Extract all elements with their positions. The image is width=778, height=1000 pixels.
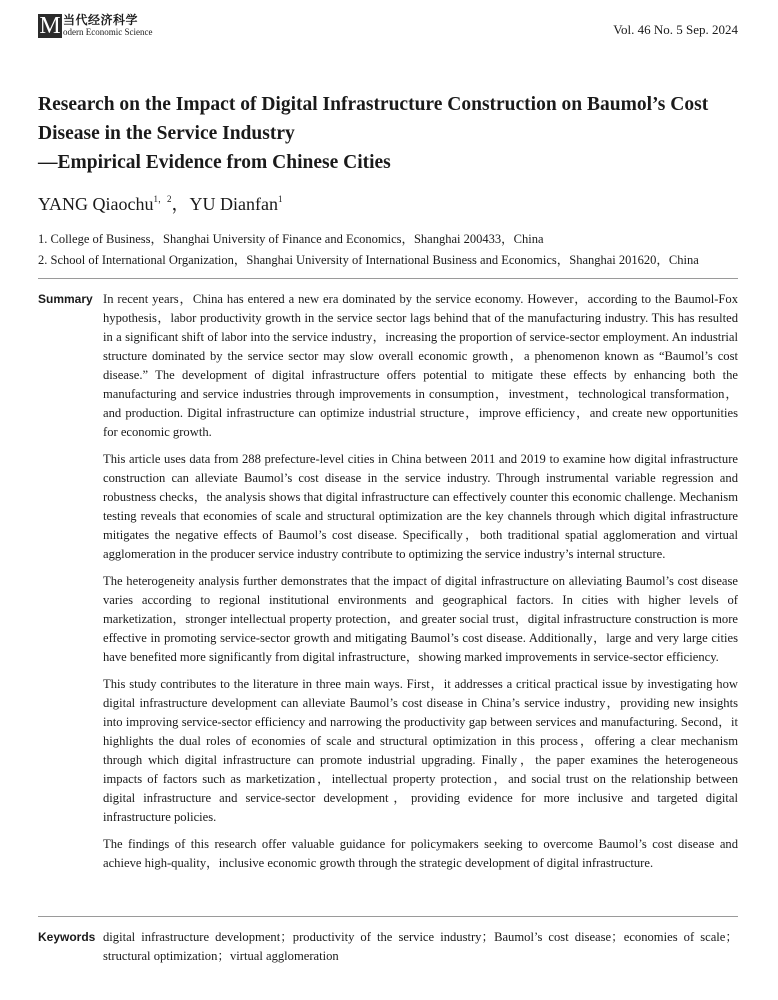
summary-paragraph: This study contributes to the literature in three main ways. First，it addresses a critical practical issue by investigating how digital infrastructure development can alleviate Baumol’s cost disease in China’s service industry，providing new insights into improving service-sector efficiency and narrowing the productivity gap between services and manufacturing. Second，it highlights the dual roles of economies of scale and structural optimization in this process，offering a clear mechanism through which digital infrastructure can promote industrial upgrading. Finally，the paper examines the heterogeneous impacts of factors such as marketization，intellectual property protection，and social trust on the relationship between digital infrastructure and service-sector development，providing evidence for more inclusive and targeted digital infrastructure policies. bbox=[103, 677, 738, 824]
summary-paragraph: This article uses data from 288 prefecture-level cities in China between 2011 and 2019 to examine how digital infrastructure construction can alleviate Baumol’s cost disease in the service industry. Through instrumental variable regression and robustness checks，the analysis shows that digital infrastructure can effectively counter this economic challenge. Mechanism testing reveals that economies of scale and structural optimization are the key channels through which digital infrastructure mitigates the negative effects of Baumol’s cost disease. Specifically，both traditional spatial agglomeration and virtual agglomeration in the producer service industry contribute to optimizing the service industry’s internal structure. bbox=[103, 452, 738, 561]
logo-letter: M bbox=[39, 13, 61, 39]
author-name: YU Dianfan bbox=[189, 194, 278, 214]
affiliations bbox=[38, 229, 699, 271]
title-line-2: Disease in the Service Industry bbox=[38, 123, 295, 144]
summary-body bbox=[103, 290, 738, 881]
author-affiliation-marker: 1 bbox=[277, 194, 283, 204]
keywords-label: Keywords bbox=[38, 930, 96, 944]
volume-info: Vol. 46 No. 5 Sep. 2024 bbox=[613, 22, 738, 37]
divider-bottom bbox=[38, 916, 738, 917]
keywords-text: digital infrastructure development；productivity of the service industry；Baumol’s cost disease；economies of scale；structural optimization；virtual agglomeration bbox=[103, 930, 738, 963]
summary-paragraph: The heterogeneity analysis further demonstrates that the impact of digital infrastructure on alleviating Baumol’s cost disease varies according to regional institutional environments and geographical factors. In cities with higher levels of marketization，stronger intellectual property protection，and greater social trust，digital infrastructure construction is more effective in promoting service-sector growth and mitigating Baumol’s cost disease. Additionally，large and very large cities have benefited more significantly from digital infrastructure，showing marked improvements in service-sector efficiency. bbox=[103, 574, 738, 664]
affiliation-1: 1. College of Business，Shanghai University of Finance and Economics，Shanghai 200433，China bbox=[38, 232, 544, 246]
journal-logo bbox=[38, 14, 152, 38]
paper-title bbox=[38, 90, 748, 177]
summary-label: Summary bbox=[38, 292, 93, 306]
author-affiliation-marker: 1，2 bbox=[153, 194, 172, 204]
page-header bbox=[38, 12, 738, 42]
journal-name-chinese: 当代经济科学 bbox=[63, 13, 139, 27]
summary-paragraph: The findings of this research offer valuable guidance for policymakers seeking to overcome Baumol’s cost disease and achieve high-quality，inclusive economic growth through the strategic development of digital infrastructure. bbox=[103, 837, 738, 870]
affiliation-2: 2. School of International Organization，Shanghai University of International Business and Economics，Shanghai 201620，China bbox=[38, 253, 699, 267]
author-name: YANG Qiaochu bbox=[38, 194, 154, 214]
divider-top bbox=[38, 278, 738, 279]
author-list bbox=[38, 190, 282, 216]
title-line-1: Research on the Impact of Digital Infrastructure Construction on Baumol’s Cost bbox=[38, 94, 709, 115]
summary-paragraph: In recent years，China has entered a new era dominated by the service economy. However，according to the Baumol-Fox hypothesis，labor productivity growth in the service sector lags behind that of the manufacturing industry. This has resulted in a significant shift of labor into the service industry，increasing the proportion of service-sector employment. An industrial structure dominated by the service sector may slow overall economic growth，a phenomenon known as “Baumol’s cost disease.” The development of digital infrastructure offers potential to mitigate these effects by enhancing both the manufacturing and service industries through improvements in consumption，investment，technological transformation，and production. Digital infrastructure can optimize industrial structure，improve efficiency，and create new opportunities for economic growth. bbox=[103, 292, 738, 439]
subtitle: —Empirical Evidence from Chinese Cities bbox=[38, 152, 391, 173]
journal-name-english: odern Economic Science bbox=[63, 27, 153, 37]
author-separator: ， bbox=[171, 194, 190, 214]
